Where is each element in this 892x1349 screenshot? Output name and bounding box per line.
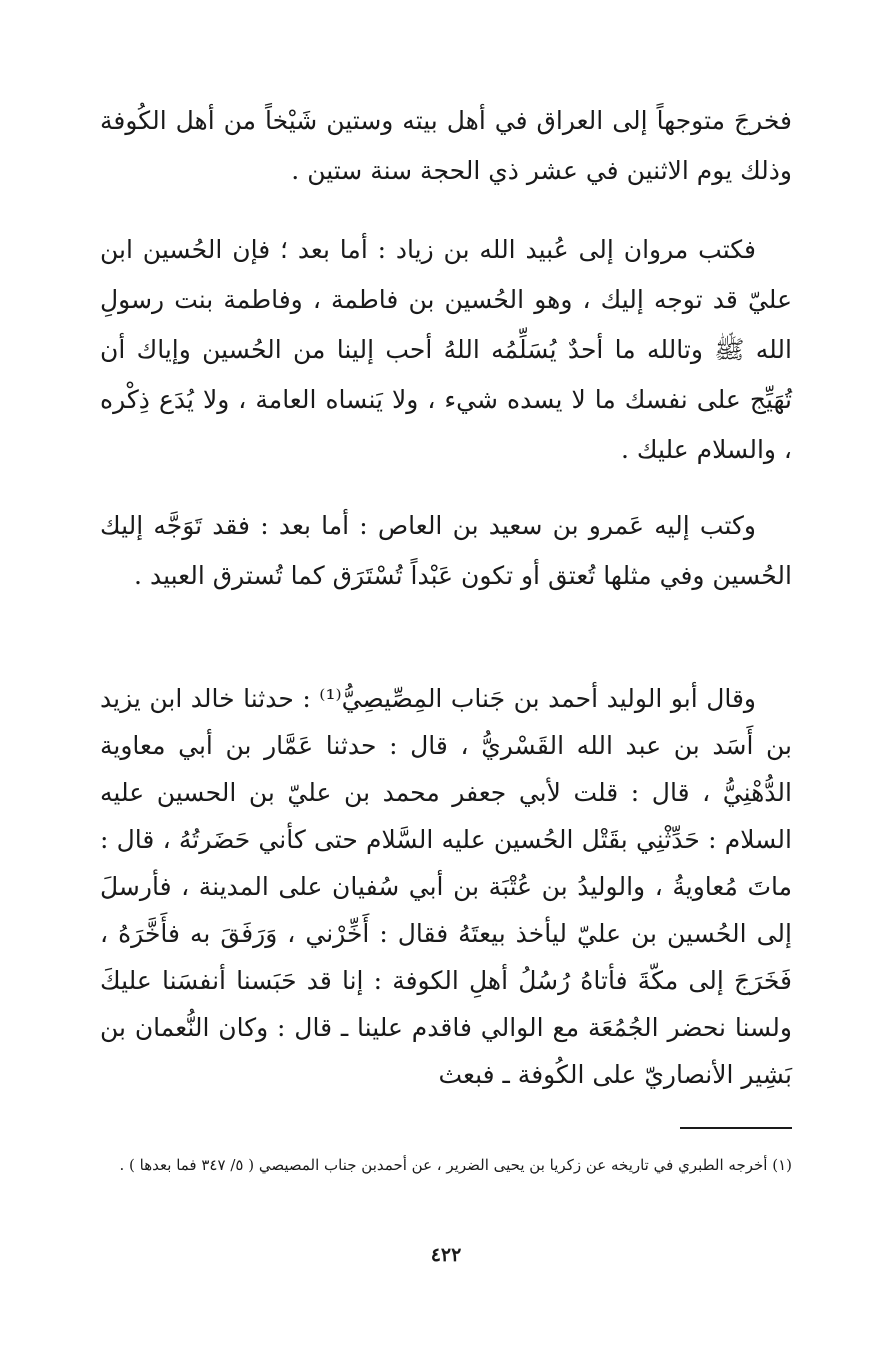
footnote-separator	[680, 1127, 792, 1129]
main-text	[100, 96, 792, 1098]
paragraph-4: وقال أبو الوليد أحمد بن جَناب المِصِّيصِيُّ⁽¹⁾ : حدثنا خالد ابن يزيد بن أَسَد بن عبد الله القَسْريُّ ، قال : حدثنا عَمَّار بن أبي معاوية الدُّهْنِيُّ ، قال : قلت لأبي جعفر محمد بن عليّ بن الحسين عليه السلام : حَدِّثْنِي بقَتْل الحُسين عليه السَّلام حتى كأني حَضَرتُهُ ، قال : ماتَ مُعاويةُ ، والوليدُ بن عُتْبَة بن أبي سُفيان على المدينة ، فأرسلَ إلى الحُسين بن عليّ ليأخذ بيعتَهُ فقال : أَخِّرْني ، وَرَفَقَ به فأَخَّرَهُ ، فَخَرَجَ إلى مكّةَ فأتاهُ رُسُلُ أهلِ الكوفة : إنا قد حَبَسنا أنفسَنا عليكَ ولسنا نحضر الجُمُعَة مع الوالي فاقدم علينا ـ قال : وكان النُّعمان بن بَشِير الأنصاريّ على الكُوفة ـ فبعث	[100, 684, 792, 1089]
footnotes	[100, 1148, 792, 1182]
paragraph-3: وكتب إليه عَمرو بن سعيد بن العاص : أما بعد : فقد تَوَجَّه إليك الحُسين وفي مثلها تُعتق أو تكون عَبْداً تُسْتَرَق كما تُسترق العبيد .	[100, 511, 792, 590]
paragraph-2: فكتب مروان إلى عُبيد الله بن زياد : أما بعد ؛ فإن الحُسين ابن عليّ قد توجه إليك ، وهو الحُسين بن فاطمة ، وفاطمة بنت رسولِ الله ﷺ وتالله ما أحدٌ يُسَلِّمُه اللهُ أحب إلينا من الحُسين وإياك أن تُهَيِّج على نفسك ما لا يسده شيء ، ولا يَنساه العامة ، ولا يُدَع ذِكْره ، والسلام عليك .	[100, 235, 792, 464]
paragraph-1: فخرجَ متوجهاً إلى العراق في أهل بيته وستين شَيْخاً من أهل الكُوفة وذلك يوم الاثنين في عشر ذي الحجة سنة ستين .	[100, 106, 792, 185]
page-number: ٤٢٢	[430, 1244, 462, 1266]
footnote-1: (١) أخرجه الطبري في تاريخه عن زكريا بن يحيى الضرير ، عن أحمدبن جناب المصيصي ( ٥/ ٣٤٧ فما بعدها ) .	[119, 1156, 792, 1174]
